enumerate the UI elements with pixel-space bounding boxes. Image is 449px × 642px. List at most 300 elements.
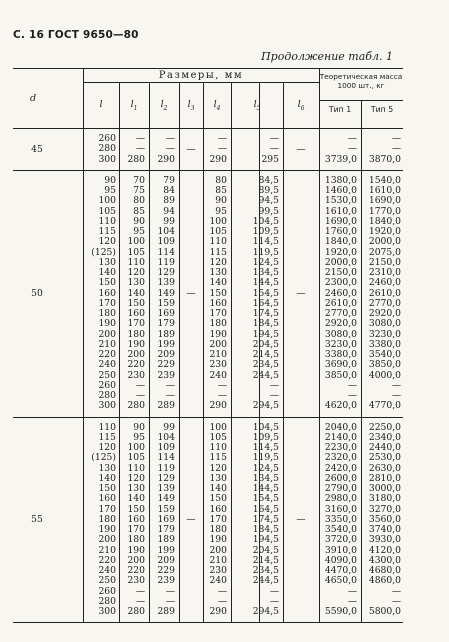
table-cell-l2: 104 [157, 431, 175, 443]
table-cell-l1: 110 [127, 462, 145, 474]
table-cell-l: 200 [98, 328, 116, 340]
table-cell-l1: 160 [127, 513, 145, 525]
table-continuation-label: Продолжение табл. 1 [261, 50, 393, 63]
table-cell-m5: — [391, 595, 401, 607]
table-cell-l2: 119 [157, 256, 175, 268]
table-cell-m1: 1690,0 [324, 215, 357, 227]
table-cell-m1: 5590,0 [324, 606, 357, 617]
table-cell-m5: 2250,0 [368, 421, 401, 433]
table-cell-l4: 100 [209, 421, 227, 433]
page-header: С. 16 ГОСТ 9650—80 [13, 29, 139, 41]
table-cell-m5: 4120,0 [368, 544, 401, 556]
table-cell-l1: — [135, 133, 145, 144]
divider [259, 418, 260, 623]
table-cell-m5: 1840,0 [368, 215, 401, 227]
size-caption: Размеры, мм [83, 69, 319, 83]
table-cell-l2: 199 [157, 338, 175, 350]
table-cell-m1: 3160,0 [324, 503, 357, 515]
table-cell-l1: 95 [133, 431, 145, 443]
table-cell-l5: 154,5 [252, 493, 279, 505]
table-cell-l2: 159 [157, 503, 175, 515]
table-cell-l: 120 [98, 442, 116, 453]
table-cell-l1: 170 [127, 524, 145, 535]
table-cell-l: 115 [98, 431, 116, 443]
table-cell-l: 240 [98, 359, 116, 371]
table-cell-m5: 3230,0 [368, 328, 401, 340]
table-cell-l5: 164,5 [252, 503, 279, 515]
table-cell-l2: 119 [157, 462, 175, 474]
table-cell-l2: 189 [157, 534, 175, 546]
table-cell-l2: — [165, 585, 175, 597]
table-cell-m5: 3870,0 [368, 153, 401, 165]
table-cell-m1: 2150,0 [324, 267, 357, 278]
table-cell-m5: 2150,0 [368, 256, 401, 268]
table-cell-l5: 99,5 [258, 205, 279, 217]
table-cell-l: 190 [98, 524, 116, 535]
table-cell-m1: 3380,0 [324, 349, 357, 360]
table-cell-l2: 289 [157, 400, 175, 412]
table-cell-l4: 240 [209, 575, 227, 587]
table-cell-l5: 89,5 [258, 185, 279, 196]
table-cell-l2: 239 [157, 575, 175, 587]
table-cell-m1: 2420,0 [324, 462, 357, 474]
table-cell-l: (125) [91, 246, 116, 258]
table-cell-m1: 2230,0 [324, 442, 357, 453]
table-cell-l4: 290 [209, 153, 227, 165]
table-cell-l: 160 [98, 493, 116, 505]
table-cell-m5: — [391, 379, 401, 391]
table-cell-l5: 194,5 [252, 534, 279, 546]
table-cell-l5: 144,5 [252, 483, 279, 494]
table-cell-m5: 4770,0 [368, 400, 401, 412]
table-cell-l4: 190 [209, 328, 227, 340]
table-cell-m1: 1610,0 [324, 205, 357, 217]
table-cell-l1: 190 [127, 338, 145, 350]
table-header [13, 69, 403, 129]
table-cell-l4: 110 [209, 442, 227, 453]
table-cell-l4: — [217, 585, 227, 597]
table-cell-l1: 90 [133, 215, 145, 227]
table-cell-l1: 90 [133, 421, 145, 433]
table-cell-m5: 3080,0 [368, 318, 401, 330]
table-cell-m1: 3690,0 [324, 359, 357, 371]
table-cell-l: 170 [98, 297, 116, 309]
table-cell-m1: 2600,0 [324, 472, 357, 484]
table-cell-m5: 2920,0 [368, 308, 401, 319]
table-cell-l4: 140 [209, 483, 227, 494]
table-cell-l4: — [217, 390, 227, 401]
table-cell-l4: 230 [209, 565, 227, 576]
table-cell-m1: 1920,0 [324, 246, 357, 258]
divider [149, 418, 150, 623]
table-cell-m1: 3910,0 [324, 544, 357, 556]
l6-cell: — [296, 143, 306, 155]
table-cell-l: 150 [98, 277, 116, 289]
table-cell-l: 95 [104, 185, 116, 196]
table-cell-l4: 210 [209, 349, 227, 360]
table-cell-l4: — [217, 143, 227, 155]
table-cell-l4: 120 [209, 256, 227, 268]
col-header-type1: Тип 1 [328, 105, 352, 114]
table-cell-l5: 84,5 [258, 174, 279, 186]
table-cell-l5: 294,5 [252, 400, 279, 412]
table-cell-l1: 100 [127, 442, 145, 453]
col-header-type5: Тип 5 [370, 105, 394, 114]
table-cell-m5: 1770,0 [368, 205, 401, 217]
table-cell-l1: 280 [127, 400, 145, 412]
col-header-l4: $l_4$ [213, 99, 221, 112]
table-cell-l1: 70 [133, 174, 145, 186]
table-cell-l: 190 [98, 318, 116, 330]
divider [149, 171, 150, 417]
table-cell-m5: 5800,0 [368, 606, 401, 617]
table-cell-l4: 290 [209, 400, 227, 412]
table-body [13, 129, 403, 622]
table-group-d [13, 171, 403, 418]
table-cell-l5: — [269, 143, 279, 155]
table-cell-l4: 105 [209, 431, 227, 443]
table-cell-l: 300 [98, 400, 116, 412]
table-cell-l1: 170 [127, 318, 145, 330]
table-cell-m5: 3380,0 [368, 338, 401, 350]
table-cell-l5: 134,5 [252, 267, 279, 278]
table-cell-m1: 4090,0 [324, 554, 357, 566]
table-cell-l: 300 [98, 153, 116, 165]
table-cell-l5: 104,5 [252, 421, 279, 433]
col-header-l2: $l_2$ [160, 99, 168, 112]
table-cell-m1: 2000,0 [324, 256, 357, 268]
diameter-cell: 45 [31, 143, 43, 155]
table-cell-l2: 159 [157, 297, 175, 309]
table-cell-l2: 149 [157, 493, 175, 505]
table-cell-l4: 200 [209, 544, 227, 556]
table-cell-l5: 104,5 [252, 215, 279, 227]
table-cell-l4: 130 [209, 472, 227, 484]
table-cell-l: 120 [98, 236, 116, 248]
table-cell-m1: 1460,0 [324, 185, 357, 196]
table-cell-l5: 244,5 [252, 575, 279, 587]
table-cell-l: (125) [91, 452, 116, 464]
table-cell-l5: 114,5 [252, 236, 279, 248]
table-cell-l1: 120 [127, 267, 145, 278]
table-cell-m5: 4300,0 [368, 554, 401, 566]
divider [179, 418, 180, 623]
table-cell-m1: 1760,0 [324, 226, 357, 237]
table-cell-l: 200 [98, 534, 116, 546]
table-cell-m1: 2610,0 [324, 297, 357, 309]
table-cell-l: 90 [104, 174, 116, 186]
table-cell-m1: — [347, 585, 357, 597]
table-cell-m1: 2300,0 [324, 277, 357, 289]
table-cell-l: 280 [98, 143, 116, 155]
table-cell-l2: 149 [157, 287, 175, 299]
table-cell-l: 260 [98, 585, 116, 597]
table-cell-m1: 3540,0 [324, 524, 357, 535]
table-cell-l2: 84 [163, 185, 175, 196]
divider [203, 82, 204, 128]
table-cell-l1: 220 [127, 359, 145, 371]
table-cell-m5: 4000,0 [368, 369, 401, 381]
table-cell-l1: 280 [127, 153, 145, 165]
table-cell-m5: 2310,0 [368, 267, 401, 278]
table-cell-l2: — [165, 379, 175, 391]
table-cell-l2: 229 [157, 359, 175, 371]
table-cell-m5: 3000,0 [368, 483, 401, 494]
table-cell-l5: 109,5 [252, 431, 279, 443]
table-cell-m5: 2340,0 [368, 431, 401, 443]
table-cell-l: 260 [98, 379, 116, 391]
divider [231, 418, 232, 623]
l3-cell: — [186, 143, 196, 155]
dimensions-table [13, 68, 403, 623]
table-cell-l4: 105 [209, 226, 227, 237]
table-cell-l5: 204,5 [252, 544, 279, 556]
table-cell-l2: — [165, 143, 175, 155]
divider [119, 82, 120, 128]
diameter-cell: 55 [31, 514, 43, 526]
table-cell-l2: 229 [157, 565, 175, 576]
table-cell-m5: — [391, 143, 401, 155]
table-cell-l5: 234,5 [252, 565, 279, 576]
table-cell-l2: 169 [157, 308, 175, 319]
table-cell-l: 300 [98, 606, 116, 617]
table-cell-m5: 2440,0 [368, 442, 401, 453]
table-cell-l2: 99 [163, 421, 175, 433]
table-cell-l5: 184,5 [252, 524, 279, 535]
divider [83, 129, 84, 170]
table-cell-l5: — [269, 595, 279, 607]
table-cell-l5: 94,5 [258, 195, 279, 207]
table-cell-l1: 130 [127, 277, 145, 289]
table-cell-l4: 230 [209, 359, 227, 371]
table-cell-l2: — [165, 595, 175, 607]
table-cell-l: 160 [98, 287, 116, 299]
table-cell-m5: 3850,0 [368, 359, 401, 371]
table-cell-m1: 2980,0 [324, 493, 357, 505]
table-cell-m5: 1920,0 [368, 226, 401, 237]
table-cell-l1: 200 [127, 554, 145, 566]
table-cell-l5: — [269, 585, 279, 597]
table-cell-l: 180 [98, 513, 116, 525]
table-cell-m1: 2790,0 [324, 483, 357, 494]
table-cell-m5: 3270,0 [368, 503, 401, 515]
table-cell-l2: — [165, 390, 175, 401]
table-cell-l5: 174,5 [252, 513, 279, 525]
table-cell-l2: 114 [157, 246, 175, 258]
table-cell-l4: 170 [209, 513, 227, 525]
table-cell-l5: 109,5 [252, 226, 279, 237]
table-cell-l2: 109 [157, 236, 175, 248]
divider [119, 129, 120, 170]
table-cell-l5: — [269, 390, 279, 401]
divider [83, 69, 84, 128]
table-cell-l2: 289 [157, 606, 175, 617]
table-cell-l5: 119,5 [252, 246, 279, 258]
table-cell-l: 130 [98, 462, 116, 474]
table-cell-l5: 244,5 [252, 369, 279, 381]
col-header-l: l [99, 99, 103, 110]
table-cell-l4: 90 [215, 195, 227, 207]
table-cell-m1: 1840,0 [324, 236, 357, 248]
table-cell-m1: 2770,0 [324, 308, 357, 319]
table-cell-l1: 110 [127, 256, 145, 268]
table-cell-m1: 2040,0 [324, 421, 357, 433]
table-cell-l1: 180 [127, 328, 145, 340]
l6-cell: — [296, 514, 306, 526]
table-cell-m5: 3540,0 [368, 349, 401, 360]
table-cell-l2: 99 [163, 215, 175, 227]
table-cell-l2: 239 [157, 369, 175, 381]
table-cell-l1: — [135, 585, 145, 597]
table-cell-m5: 4860,0 [368, 575, 401, 587]
table-cell-l: 100 [98, 195, 116, 207]
table-cell-l5: 294,5 [252, 606, 279, 617]
table-cell-l4: 80 [215, 174, 227, 186]
table-cell-l1: — [135, 379, 145, 391]
table-cell-l1: 80 [133, 195, 145, 207]
table-cell-m5: 2810,0 [368, 472, 401, 484]
col-header-l6: $l_6$ [297, 99, 305, 112]
table-cell-m5: — [391, 133, 401, 144]
table-cell-l2: 129 [157, 267, 175, 278]
table-cell-l4: 210 [209, 554, 227, 566]
divider [179, 171, 180, 417]
l3-cell: — [186, 288, 196, 300]
table-cell-l5: — [269, 379, 279, 391]
table-cell-l4: 180 [209, 524, 227, 535]
divider [361, 171, 362, 417]
table-cell-l4: — [217, 379, 227, 391]
table-cell-l: 240 [98, 565, 116, 576]
table-cell-l2: 129 [157, 472, 175, 484]
table-cell-l5: — [269, 133, 279, 144]
table-cell-m1: — [347, 379, 357, 391]
table-cell-m5: 2630,0 [368, 462, 401, 474]
divider [319, 418, 320, 623]
divider [259, 82, 260, 128]
table-cell-l: 260 [98, 133, 116, 144]
table-cell-l4: 115 [209, 452, 227, 464]
table-cell-l1: — [135, 143, 145, 155]
divider [119, 171, 120, 417]
table-cell-l: 150 [98, 483, 116, 494]
table-cell-l5: 194,5 [252, 328, 279, 340]
table-cell-m1: 2140,0 [324, 431, 357, 443]
table-cell-l4: 150 [209, 493, 227, 505]
table-cell-m1: 4620,0 [324, 400, 357, 412]
table-cell-l4: 200 [209, 338, 227, 350]
table-cell-l4: 130 [209, 267, 227, 278]
table-cell-l: 105 [98, 205, 116, 217]
divider [259, 129, 260, 170]
table-cell-l4: 160 [209, 297, 227, 309]
table-cell-l5: 124,5 [252, 462, 279, 474]
table-cell-l4: 100 [209, 215, 227, 227]
table-cell-l4: 85 [215, 185, 227, 196]
divider [149, 82, 150, 128]
table-cell-m1: — [347, 390, 357, 401]
table-cell-m5: 1690,0 [368, 195, 401, 207]
table-cell-l: 220 [98, 554, 116, 566]
table-cell-l1: 140 [127, 287, 145, 299]
table-cell-m1: 2320,0 [324, 452, 357, 464]
table-cell-l5: 134,5 [252, 472, 279, 484]
table-cell-l1: 230 [127, 369, 145, 381]
divider [259, 171, 260, 417]
table-cell-m5: 2770,0 [368, 297, 401, 309]
table-cell-l: 210 [98, 338, 116, 350]
table-cell-l5: 214,5 [252, 349, 279, 360]
table-cell-l2: 209 [157, 554, 175, 566]
table-cell-l4: 290 [209, 606, 227, 617]
table-cell-l1: 220 [127, 565, 145, 576]
divider [83, 418, 84, 623]
table-cell-l5: 174,5 [252, 308, 279, 319]
table-cell-m1: 1530,0 [324, 195, 357, 207]
table-cell-l1: 180 [127, 534, 145, 546]
table-cell-l1: 130 [127, 483, 145, 494]
table-cell-l1: 75 [133, 185, 145, 196]
divider [231, 82, 232, 128]
table-cell-l5: 204,5 [252, 338, 279, 350]
table-cell-m5: 3740,0 [368, 524, 401, 535]
table-cell-m1: — [347, 595, 357, 607]
divider [283, 82, 284, 128]
table-cell-l2: 179 [157, 524, 175, 535]
table-cell-m1: 1380,0 [324, 174, 357, 186]
table-cell-l4: 240 [209, 369, 227, 381]
table-cell-l5: 124,5 [252, 256, 279, 268]
col-header-l5: $l_5$ [253, 99, 261, 112]
table-cell-l4: — [217, 595, 227, 607]
table-cell-l1: 95 [133, 226, 145, 237]
table-cell-l5: 184,5 [252, 318, 279, 330]
table-cell-l4: 150 [209, 287, 227, 299]
table-cell-m5: 2460,0 [368, 277, 401, 289]
l6-cell: — [296, 288, 306, 300]
table-cell-m5: — [391, 585, 401, 597]
table-cell-l2: 199 [157, 544, 175, 556]
table-cell-l2: 104 [157, 226, 175, 237]
divider [231, 129, 232, 170]
table-cell-l4: — [217, 133, 227, 144]
table-cell-l: 180 [98, 308, 116, 319]
table-cell-m5: 4680,0 [368, 565, 401, 576]
table-cell-l: 250 [98, 575, 116, 587]
table-cell-l: 210 [98, 544, 116, 556]
table-cell-m1: 3720,0 [324, 534, 357, 546]
table-cell-l5: 154,5 [252, 287, 279, 299]
table-cell-l2: 209 [157, 349, 175, 360]
table-cell-l: 130 [98, 256, 116, 268]
table-cell-l5: 295 [261, 153, 279, 165]
table-cell-l4: 140 [209, 277, 227, 289]
table-cell-l2: 109 [157, 442, 175, 453]
col-header-l1: $l_1$ [130, 99, 138, 112]
table-cell-l5: 214,5 [252, 554, 279, 566]
table-group-d [13, 418, 403, 623]
table-cell-m1: 3350,0 [324, 513, 357, 525]
divider [83, 171, 84, 417]
divider [361, 101, 362, 128]
table-cell-l2: 94 [163, 205, 175, 217]
table-cell-l1: 85 [133, 205, 145, 217]
table-cell-l5: 234,5 [252, 359, 279, 371]
table-cell-l2: 139 [157, 483, 175, 494]
table-cell-l: 110 [98, 215, 116, 227]
divider [179, 82, 180, 128]
table-cell-m5: 2610,0 [368, 287, 401, 299]
